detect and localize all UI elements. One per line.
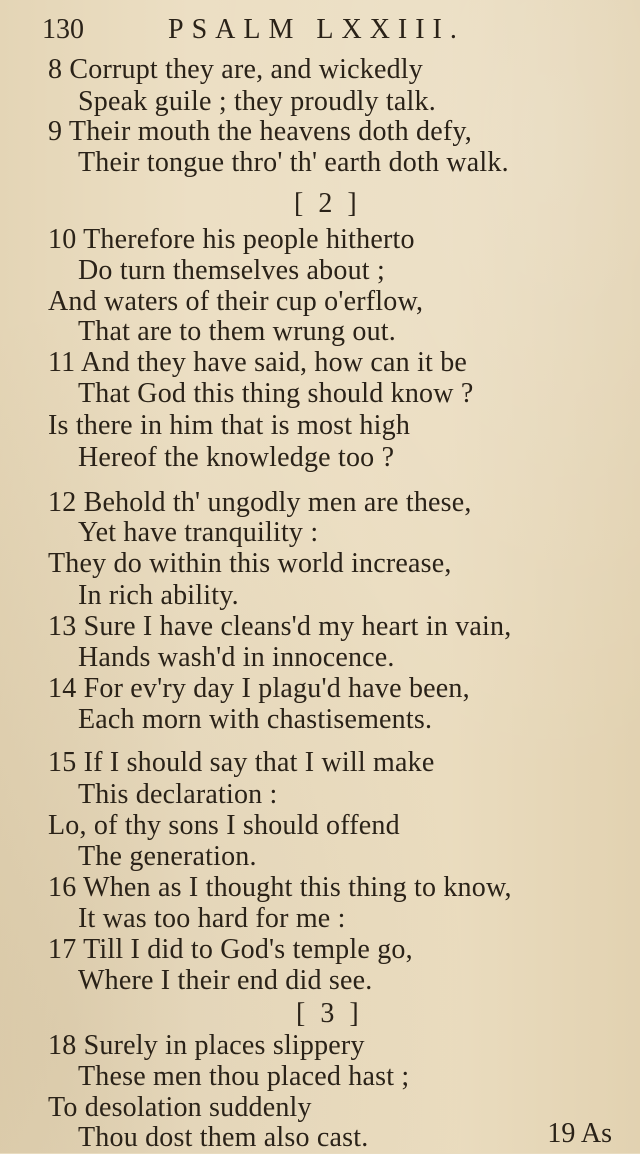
verse-line: Where I their end did see. xyxy=(78,965,373,996)
verse-line: Hereof the knowledge too ? xyxy=(78,442,395,473)
verse-line: To desolation suddenly xyxy=(48,1092,312,1123)
verse-line: The generation. xyxy=(78,841,257,872)
verse-line: It was too hard for me : xyxy=(78,903,346,934)
verse-line: Speak guile ; they proudly talk. xyxy=(78,86,436,117)
page-title: PSALM LXXIII. xyxy=(168,14,465,45)
verse-line: 12 Behold th' ungodly men are these, xyxy=(48,487,472,518)
verse-line: 9 Their mouth the heavens doth defy, xyxy=(48,116,472,147)
verse-line: 10 Therefore his people hitherto xyxy=(48,224,415,255)
verse-line: Yet have tranquility : xyxy=(78,517,319,548)
verse-line: Their tongue thro' th' earth doth walk. xyxy=(78,147,509,178)
verse-line: 13 Sure I have cleans'd my heart in vain, xyxy=(48,611,512,642)
verse-line: These men thou placed hast ; xyxy=(78,1061,410,1092)
verse-line: 17 Till I did to God's temple go, xyxy=(48,934,413,965)
verse-line: That are to them wrung out. xyxy=(78,316,396,347)
verse-line: This declaration : xyxy=(78,779,278,810)
verse-line: That God this thing should know ? xyxy=(78,378,474,409)
section-marker: [ 3 ] xyxy=(296,998,363,1029)
verse-line: 11 And they have said, how can it be xyxy=(48,347,468,378)
verse-line: And waters of their cup o'erflow, xyxy=(48,286,424,317)
verse-line: 16 When as I thought this thing to know, xyxy=(48,872,512,903)
verse-line: 15 If I should say that I will make xyxy=(48,747,435,778)
verse-line: Each morn with chastisements. xyxy=(78,704,433,735)
section-marker: [ 2 ] xyxy=(294,188,361,219)
verse-line: Thou dost them also cast. xyxy=(78,1122,369,1153)
verse-line: In rich ability. xyxy=(78,580,239,611)
verse-line: Do turn themselves about ; xyxy=(78,255,385,286)
verse-line: 18 Surely in places slippery xyxy=(48,1030,365,1061)
verse-line: 14 For ev'ry day I plagu'd have been, xyxy=(48,673,470,704)
page-number: 130 xyxy=(42,14,84,45)
verse-line: Is there in him that is most high xyxy=(48,410,411,441)
verse-line: 8 Corrupt they are, and wickedly xyxy=(48,54,423,85)
catchword: 19 As xyxy=(547,1118,612,1149)
verse-line: They do within this world increase, xyxy=(48,548,452,579)
verse-line: Hands wash'd in innocence. xyxy=(78,642,395,673)
verse-line: Lo, of thy sons I should offend xyxy=(48,810,400,841)
